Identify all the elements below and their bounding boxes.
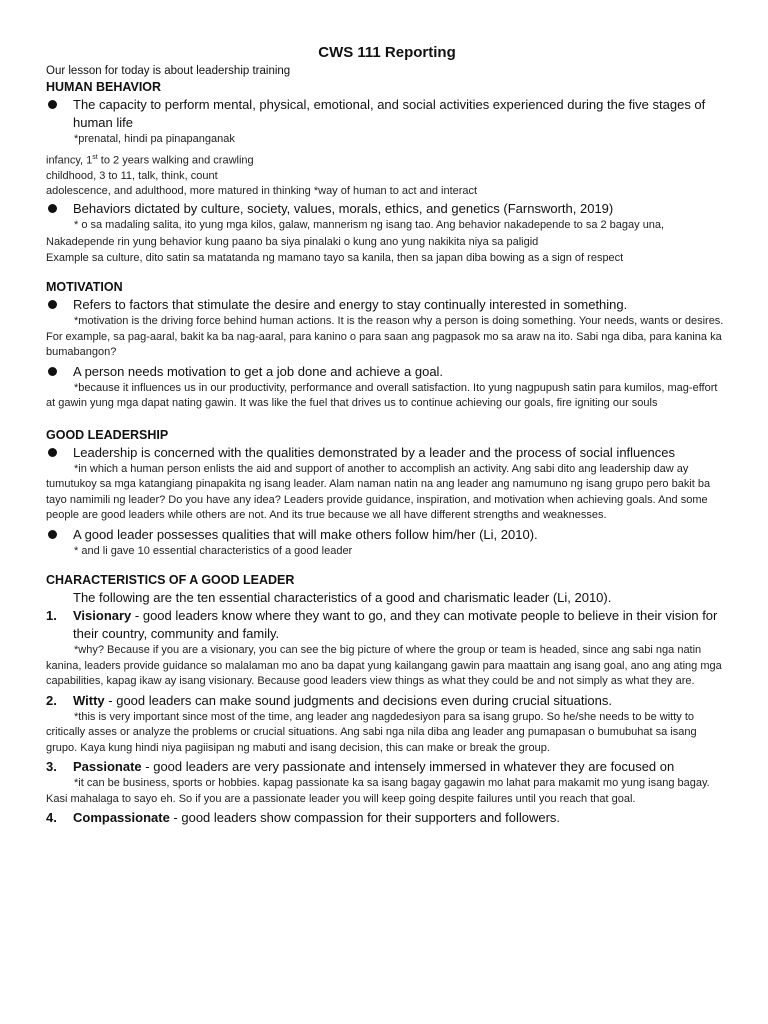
- heading-human-behavior: HUMAN BEHAVIOR: [46, 80, 162, 94]
- bullet-item: [46, 363, 728, 381]
- item-term: Visionary: [73, 608, 132, 624]
- document-title: CWS 111 Reporting: [318, 44, 456, 61]
- plain-text: Nakadepende rin yung behavior kung paano ba siya pinalaki o kung ano yung nakikita niya sa paligid: [46, 236, 539, 249]
- bullet-item: [46, 296, 728, 314]
- bullet-text: Behaviors dictated by culture, society, values, morals, ethics, and genetics (Farnsworth, 2019): [73, 200, 614, 216]
- numbered-item: [46, 607, 728, 643]
- bullet-icon: [48, 204, 57, 213]
- item-desc: - good leaders can make sound judgments and decisions even during crucial situations.: [104, 692, 612, 708]
- item-term: Witty: [73, 692, 105, 708]
- bullet-icon: [48, 367, 57, 376]
- note-text: *this is very important since most of the time, ang leader ang nagdedesiyon para sa isang grupo. So he/she needs to be witty to critically asses or analyze the problems or crucial situations. Ang sabi nga nila diba ang leader ang pumapasan o bumubuhat sa isang grupo. Kaya kung hindi niya pagiisipan ng mabuti and isang decision, this can make or break the group.: [46, 710, 697, 754]
- item-term: Passionate: [73, 759, 142, 775]
- numbered-item: [46, 809, 728, 827]
- lead-text: The following are the ten essential characteristics of a good and charismatic leader (Li, 2010).: [73, 590, 612, 606]
- bullet-icon: [48, 530, 57, 539]
- intro-text: Our lesson for today is about leadership training: [46, 65, 291, 77]
- bullet-text: Leadership is concerned with the qualities demonstrated by a leader and the process of social influences: [73, 444, 675, 460]
- heading-characteristics: CHARACTERISTICS OF A GOOD LEADER: [46, 573, 295, 588]
- item-number: 1.: [46, 608, 57, 624]
- bullet-text: The capacity to perform mental, physical, emotional, and social activities experienced during the five stages of human life: [73, 97, 706, 130]
- item-desc: - good leaders are very passionate and intensely immersed in whatever they are focused on: [141, 759, 675, 775]
- item-desc: - good leaders know where they want to go, and they can motivate people to believe in their vision for their country, community and family.: [73, 608, 718, 642]
- heading-motivation: MOTIVATION: [46, 280, 123, 295]
- bullet-item: [46, 526, 728, 544]
- bullet-item: [46, 96, 728, 132]
- note-text: * o sa madaling salita, ito yung mga kilos, galaw, mannerism ng isang tao. Ang behavior nakadepende to sa 2 bagay una,: [74, 218, 665, 231]
- plain-text: infancy, 1st to 2 years walking and crawling: [46, 153, 254, 167]
- bullet-item: [46, 200, 728, 218]
- note-text: * and li gave 10 essential characteristics of a good leader: [74, 544, 353, 557]
- note-text: *because it influences us in our productivity, performance and overall satisfaction. Ito yung nagpupush satin para kumilos, mag-effort at gawin yung mga dapat nating gawin. It was like the fuel that drives us to continue achieving our goals, fire igniting our souls: [46, 381, 718, 410]
- bullet-icon: [48, 100, 57, 109]
- note-text: *prenatal, hindi pa pinapanganak: [74, 133, 235, 145]
- numbered-item: [46, 692, 728, 710]
- note-text: *why? Because if you are a visionary, you can see the big picture of where the group or team is headed, since ang sabi nga natin kanina, leaders provide guidance so malalaman mo ano ba dapat yung kailangang gawin para maattain ang isang goal, ano ang ating mga capabilities, kapag ikaw ay isang visionary. Because good leaders view things as what they could be and not simply as what they are.: [46, 644, 722, 688]
- plain-text: childhood, 3 to 11, talk, think, count: [46, 169, 218, 182]
- bullet-icon: [48, 300, 57, 309]
- bullet-item: [46, 444, 728, 462]
- heading-good-leadership: GOOD LEADERSHIP: [46, 427, 169, 442]
- item-number: 2.: [46, 692, 57, 708]
- bullet-icon: [48, 448, 57, 457]
- bullet-text: Refers to factors that stimulate the desire and energy to stay continually interested in something.: [73, 297, 628, 313]
- plain-text: Example sa culture, dito satin sa matatanda ng mamano tayo sa kanila, then sa japan diba bowing as a sign of respect: [46, 251, 624, 264]
- item-desc: - good leaders show compassion for their supporters and followers.: [169, 810, 561, 826]
- numbered-item: [46, 758, 728, 776]
- bullet-text: A good leader possesses qualities that will make others follow him/her (Li, 2010).: [73, 526, 538, 542]
- note-text: *motivation is the driving force behind human actions. It is the reason why a person is doing something. Your needs, wants or desires. For example, sa pag-aaral, bakit ka ba nag-aaral, para kanino o para saan ang pagpasok mo sa araw na ito. Sabi nga diba, para kanina ka bumabangon?: [46, 315, 724, 359]
- item-number: 4.: [46, 810, 57, 826]
- bullet-text: A person needs motivation to get a job done and achieve a goal.: [73, 363, 444, 379]
- note-text: *in which a human person enlists the aid and support of another to accomplish an activity. Ang sabi dito ang leadership daw ay tumutukoy sa mga katangiang pinapakita ng isang leader. Alam naman natin na ang leader ang namumuno ng isang grupo pero bakit ba tayo namimili ng leader? Do you have any idea? Leaders provide guidance, inspiration, and motivation when achieving goals. And some people are good leaders while others are not. And its true because we all have different strengths and weaknesses.: [46, 462, 711, 522]
- note-text: *it can be business, sports or hobbies. kapag passionate ka sa isang bagay gagawin mo lahat para makamit mo yung isang bagay. Kasi mahalaga to sayo eh. So if you are a passionate leader you will keep going despite failures until you reach that goal.: [46, 777, 710, 805]
- item-term: Compassionate: [73, 810, 170, 826]
- item-number: 3.: [46, 759, 57, 775]
- plain-text: adolescence, and adulthood, more matured in thinking *way of human to act and interact: [46, 185, 478, 198]
